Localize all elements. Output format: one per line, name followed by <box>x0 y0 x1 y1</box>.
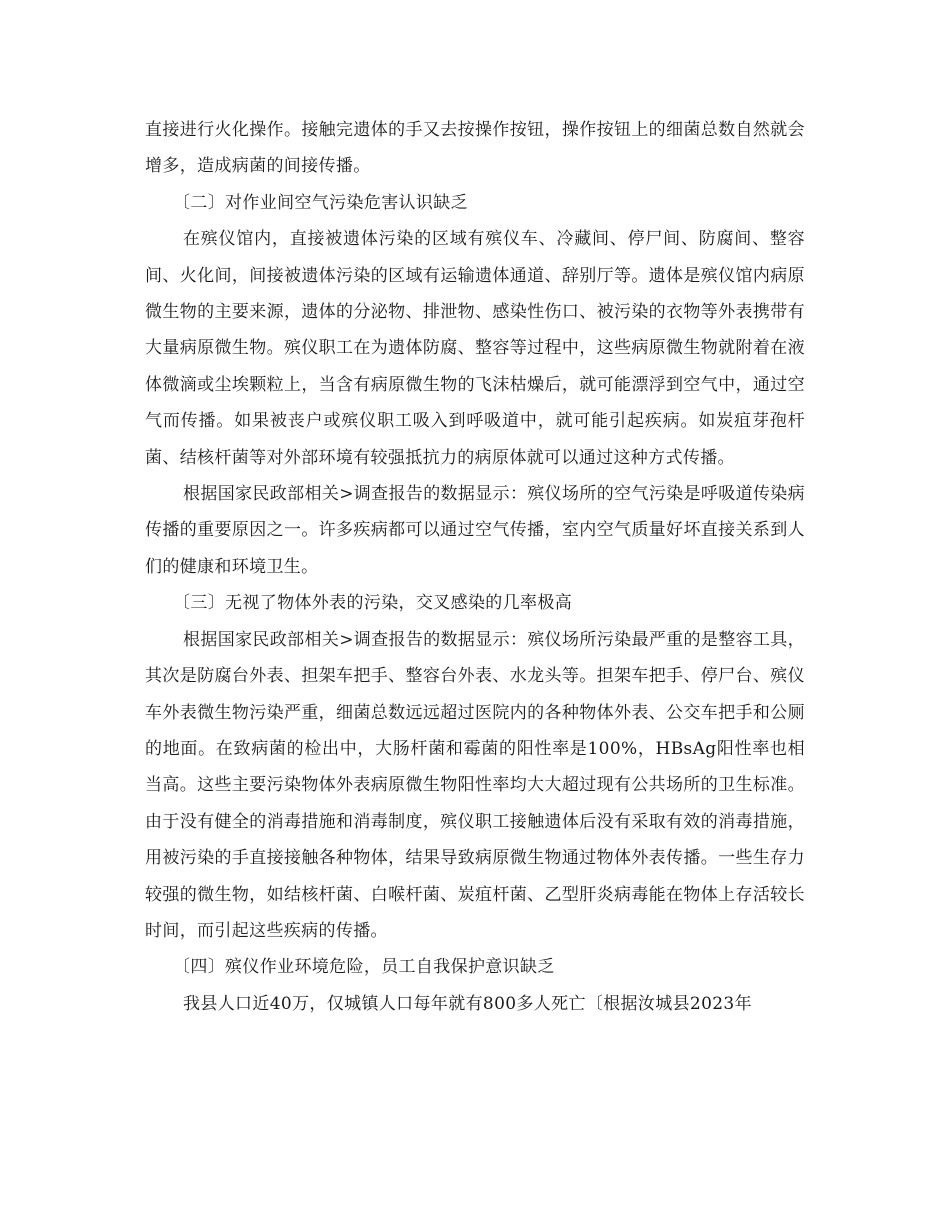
document-page <box>145 112 805 1022</box>
section-heading-2: 〔二〕对作业间空气污染危害认识缺乏 <box>173 192 468 213</box>
paragraph-surface-pollution: 根据国家民政部相关>调查报告的数据显示：殡仪场所污染最严重的是整容工具，其次是防腐台外表、担架车把手、整容台外表、水龙头等。担架车把手、停尸台、殡仪车外表微生物污染严重，细菌总数远远超过医院内的各种物体外表、公交车把手和公厕的地面。在致病菌的检出中，大肠杆菌和霉菌的阳性率是100%，HBsAg阳性率也相当高。这些主要污染物体外表病原微生物阳性率均大大超过现有公共场所的卫生标准。由于没有健全的消毒措施和消毒制度，殡仪职工接触遗体后没有采取有效的消毒措施，用被污染的手直接接触各种物体，结果导致病原微生物通过物体外表传播。一些生存力较强的微生物，如结核杆菌、白喉杆菌、炭疽杆菌、乙型肝炎病毒能在物体上存活较长时间，而引起这些疾病的传播。 <box>145 629 805 941</box>
paragraph-continuation: 直接进行火化操作。接触完遗体的手又去按操作按钮，操作按钮上的细菌总数自然就会增多，造成病菌的间接传播。 <box>145 120 805 177</box>
paragraph-air-pollution: 在殡仪馆内，直接被遗体污染的区域有殡仪车、冷藏间、停尸间、防腐间、整容间、火化间，间接被遗体污染的区域有运输遗体通道、辞别厅等。遗体是殡仪馆内病原微生物的主要来源，遗体的分泌物、排泄物、感染性伤口、被污染的衣物等外表携带有大量病原微生物。殡仪职工在为遗体防腐、整容等过程中，这些病原微生物就附着在液体微滴或尘埃颗粒上，当含有病原微生物的飞沫枯燥后，就可能漂浮到空气中，通过空气而传播。如果被丧户或殡仪职工吸入到呼吸道中，就可能引起疾病。如炭疽芽孢杆菌、结核杆菌等对外部环境有较强抵抗力的病原体就可以通过这种方式传播。 <box>145 229 805 468</box>
paragraph-survey-air: 根据国家民政部相关>调查报告的数据显示：殡仪场所的空气污染是呼吸道传染病传播的重要原因之一。许多疾病都可以通过空气传播，室内空气质量好坏直接关系到人们的健康和环境卫生。 <box>145 484 805 577</box>
section-heading-3: 〔三〕无视了物体外表的污染，交叉感染的几率极高 <box>173 593 573 614</box>
section-heading-4: 〔四〕殡仪作业环境危险，员工自我保护意识缺乏 <box>173 957 555 978</box>
paragraph-population: 我县人口近40万，仅城镇人口每年就有800多人死亡〔根据汝城县2023年 <box>183 993 752 1014</box>
